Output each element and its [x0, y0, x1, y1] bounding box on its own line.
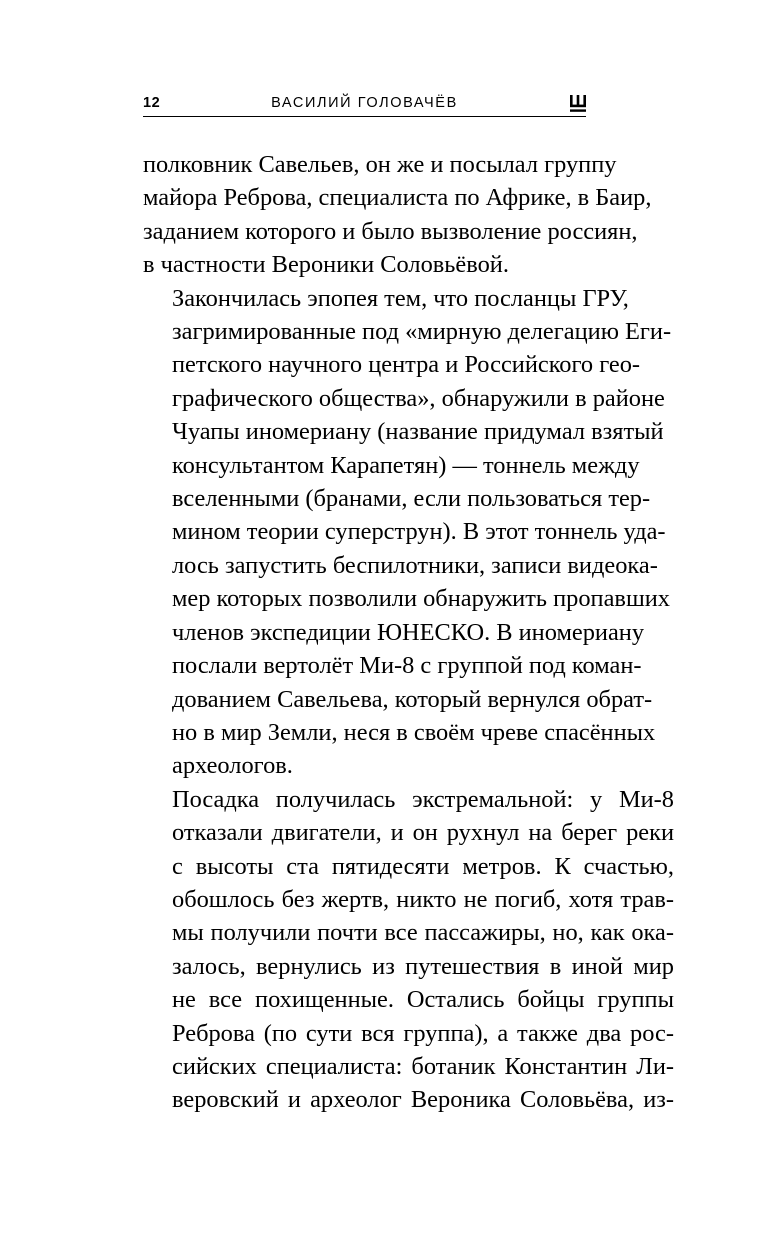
text-line: мином теории суперструн). В этот тоннель уда-	[172, 518, 666, 546]
text-line: археологов.	[172, 752, 293, 780]
text-line: майора Реброва, специалиста по Африке, в Баир,	[143, 184, 652, 212]
text-line: залось, вернулись из путешествия в иной мир	[172, 952, 674, 980]
text-line: Посадка получилась экстремальной: у Ми-8	[172, 785, 674, 813]
text-line: полковник Савельев, он же и посылал группу	[143, 151, 617, 178]
text-line: мы получили почти все пассажиры, но, как ока-	[172, 919, 674, 947]
text-line: Закончилась эпопея тем, что посланцы ГРУ,	[172, 284, 629, 312]
paragraph-3	[143, 783, 674, 1117]
text-line: не все похищенные. Остались бойцы группы	[172, 986, 674, 1014]
text-line: мер которых позволили обнаружить пропавших	[172, 585, 670, 613]
page-number: 12	[143, 95, 161, 111]
text-line: но в мир Земли, неся в своём чреве спасённых	[172, 718, 656, 746]
text-line: в частности Вероники Соловьёвой.	[143, 251, 509, 279]
text-line: сийских специалиста: ботаник Константин Ли-	[172, 1052, 674, 1080]
text-line: отказали двигатели, и он рухнул на берег реки	[172, 819, 674, 847]
text-line: с высоты ста пятидесяти метров. К счастью,	[172, 852, 674, 880]
text-line: вселенными (бранами, если пользоваться тер-	[172, 485, 651, 513]
running-title: ВАСИЛИЙ ГОЛОВАЧЁВ	[271, 95, 458, 111]
text-line: Реброва (по сути вся группа), а также два рос-	[172, 1019, 674, 1047]
paragraph-1	[143, 148, 674, 282]
text-line: обошлось без жертв, никто не погиб, хотя трав-	[172, 885, 674, 913]
text-line: петского научного центра и Российского гео-	[172, 351, 641, 379]
text-line: графического общества», обнаружили в районе	[172, 384, 665, 412]
publisher-logo-icon	[570, 95, 586, 112]
text-line: членов экспедиции ЮНЕСКО. В иномериану	[172, 618, 645, 646]
text-line: послали вертолёт Ми-8 с группой под коман-	[172, 652, 642, 680]
text-line: веровский и археолог Вероника Соловьёва, из-	[172, 1086, 674, 1114]
text-line: дованием Савельева, который вернулся обрат-	[172, 685, 653, 713]
text-line: лось запустить беспилотники, записи видеока-	[172, 551, 658, 579]
running-header	[143, 92, 586, 117]
paragraph-2	[143, 282, 674, 783]
text-line: загримированные под «мирную делегацию Еги-	[172, 318, 672, 346]
text-line: Чуапы иномериану (название придумал взятый	[172, 418, 664, 446]
body-text	[143, 148, 674, 1117]
text-line: заданием которого и было вызволение россиян,	[143, 217, 638, 245]
text-line: консультантом Карапетян) — тоннель между	[172, 451, 640, 479]
